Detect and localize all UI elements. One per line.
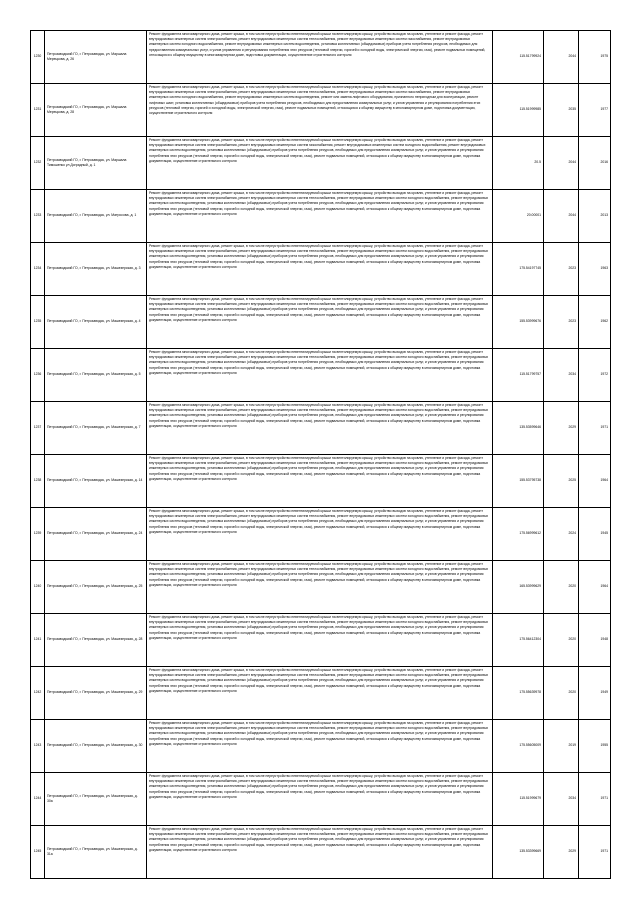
row-number-cell: 1232: [31, 137, 45, 190]
build-year-cell: 1971: [579, 826, 611, 879]
planned-year-cell: 2019: [544, 720, 579, 773]
work-description-cell: Ремонт фундамента многоквартирного дома, ремонт крыши, в том числе переустройство невентилируемой крыши на вентилируемую крышу, устройство выходов на кровлю, утепление и ремонт фасада, ремонт внутридомовых инженерных систем электроснабжения, ремонт внутридомовых инженерных систем теплоснабжения, ремонт внутридомовых инженерных систем холодного водоснабжения, ремонт внутридомовых инженерных систем водоотведения, установка коллективных (общедомовых) приборов учета потребления ресурсов, необходимых для предоставления коммунальных услуг, и узлов управления и регулирования потребления этих ресурсов (тепловой энергии, горячей и холодной воды, электрической энергии, газа), ремонт подвальных помещений, относящихся к общему имуществу в многоквартирном доме, подготовка документации, осуществление строительного контроля: [147, 243, 493, 296]
table-row: [31, 455, 611, 508]
work-description-cell: Ремонт фундамента многоквартирного дома, ремонт крыши, в том числе переустройство невентилируемой крыши на вентилируемую крышу, устройство выходов на кровлю, утепление и ремонт фасада, ремонт внутридомовых инженерных систем электроснабжения, ремонт внутридомовых инженерных систем теплоснабжения, ремонт внутридомовых инженерных систем холодного водоснабжения, ремонт внутридомовых инженерных систем водоотведения, установка коллективных (общедомовых) приборов учета потребления ресурсов, необходимых для предоставления коммунальных услуг, и узлов управления и регулирования потребления этих ресурсов (тепловой энергии, горячей и холодной воды, электрической энергии, газа), ремонт подвальных помещений, относящихся к общему имуществу в многоквартирном доме, подготовка документации, осуществление строительного контроля: [147, 720, 493, 773]
address-cell: Петрозаводский ГО, г. Петрозаводск, ул. Маршала Мерецкова, д. 26: [45, 31, 147, 84]
address-cell: Петрозаводский ГО, г. Петрозаводск, ул. Машезерская, д. 30а: [45, 773, 147, 826]
work-description-cell: Ремонт фундамента многоквартирного дома, ремонт крыши, в том числе переустройство невентилируемой крыши на вентилируемую крышу, устройство выходов на кровлю, утепление и ремонт фасада, ремонт внутридомовых инженерных систем электроснабжения, ремонт внутридомовых инженерных систем газоснабжения, ремонт внутридомовых инженерных систем холодного водоснабжения, ремонт внутридомовых инженерных систем водоотведения, установка коллективных (общедомовых) приборов учета потребления ресурсов, необходимых для предоставления коммунальных услуг, и узлов управления и регулирования потребления этих ресурсов (тепловой энергии, горячей и холодной воды, электрической энергии, газа), ремонт подвальных помещений, относящихся к общему имуществу в многоквартирном доме, подготовка документации, осуществление строительного контроля: [147, 137, 493, 190]
build-year-cell: 1975: [579, 31, 611, 84]
planned-year-cell: 2044: [544, 31, 579, 84]
area-cell: 115.51999985: [493, 84, 544, 137]
area-cell: 115.51999679: [493, 773, 544, 826]
planned-year-cell: 2020: [544, 614, 579, 667]
address-cell: Петрозаводский ГО, г. Петрозаводск, ул. Машезерская, д. 30: [45, 720, 147, 773]
work-description-cell: Ремонт фундамента многоквартирного дома, ремонт крыши, в том числе переустройство невентилируемой крыши на вентилируемую крышу, устройство выходов на кровлю, утепление и ремонт фасада, ремонт внутридомовых инженерных систем электроснабжения, ремонт внутридомовых инженерных систем теплоснабжения, ремонт внутридомовых инженерных систем холодного водоснабжения, ремонт внутридомовых инженерных систем водоотведения, установка коллективных (общедомовых) приборов учета потребления ресурсов, необходимых для предоставления коммунальных услуг, и узлов управления и регулирования потребления этих ресурсов (тепловой энергии, горячей и холодной воды, электрической энергии, газа), ремонт подвальных помещений, относящихся к общему имуществу в многоквартирном доме, подготовка документации, осуществление строительного контроля: [147, 402, 493, 455]
work-description-cell: Ремонт фундамента многоквартирного дома, ремонт крыши, в том числе переустройство невентилируемой крыши на вентилируемую крышу, устройство выходов на кровлю, утепление и ремонт фасада, ремонт внутридомовых инженерных систем электроснабжения, ремонт внутридомовых инженерных систем теплоснабжения, ремонт внутридомовых инженерных систем холодного водоснабжения, ремонт внутридомовых инженерных систем водоотведения, установка коллективных (общедомовых) приборов учета потребления ресурсов, необходимых для предоставления коммунальных услуг, и узлов управления и регулирования потребления этих ресурсов (тепловой энергии, горячей и холодной воды, электрической энергии, газа), ремонт подвальных помещений, относящихся к общему имуществу в многоквартирном доме, подготовка документации, осуществление строительного контроля: [147, 190, 493, 243]
area-cell: 135.53599646: [493, 402, 544, 455]
area-cell: 20.5: [493, 137, 544, 190]
address-cell: Петрозаводский ГО, г. Петрозаводск, ул. Матросова, д. 1: [45, 190, 147, 243]
build-year-cell: 1945: [579, 508, 611, 561]
area-cell: 155.53795738: [493, 455, 544, 508]
work-description-cell: Ремонт фундамента многоквартирного дома, ремонт крыши, в том числе переустройство невентилируемой крыши на вентилируемую крышу, устройство выходов на кровлю, утепление и ремонт фасада, ремонт внутридомовых инженерных систем электроснабжения, ремонт внутридомовых инженерных систем теплоснабжения, ремонт внутридомовых инженерных систем холодного водоснабжения, ремонт внутридомовых инженерных систем водоотведения, установка коллективных (общедомовых) приборов учета потребления ресурсов, необходимых для предоставления коммунальных услуг, и узлов управления и регулирования потребления этих ресурсов (тепловой энергии, горячей и холодной воды, электрической энергии, газа), ремонт подвальных помещений, относящихся к общему имуществу в многоквартирном доме, подготовка документации, осуществление строительного контроля: [147, 773, 493, 826]
row-number-cell: 1235: [31, 296, 45, 349]
row-number-cell: 1233: [31, 190, 45, 243]
build-year-cell: 1948: [579, 614, 611, 667]
row-number-cell: 1236: [31, 349, 45, 402]
repair-program-table: [30, 30, 611, 879]
area-cell: 175.54197745: [493, 243, 544, 296]
row-number-cell: 1241: [31, 614, 45, 667]
address-cell: Петрозаводский ГО, г. Петрозаводск, ул. Машезерская, д. 5: [45, 349, 147, 402]
address-cell: Петрозаводский ГО, г. Петрозаводск, ул. Маршала Тимошенко ул Доградный, д. 1: [45, 137, 147, 190]
table-row: [31, 84, 611, 137]
work-description-cell: Ремонт фундамента многоквартирного дома, ремонт крыши, в том числе переустройство невентилируемой крыши на вентилируемую крышу, устройство выходов на кровлю, утепление и ремонт фасада, ремонт внутридомовых инженерных систем электроснабжения, ремонт внутридомовых инженерных систем теплоснабжения, ремонт внутридомовых инженерных систем газоснабжения, ремонт внутридомовых инженерных систем холодного водоснабжения, ремонт внутридомовых инженерных систем водоотведения, ремонт или замена лифтового оборудования, признанного непригодным для эксплуатации, ремонт лифтовых шахт, установка коллективных (общедомовых) приборов учета потребления ресурсов, необходимых для предоставления коммунальных услуг, и узлов управления и регулирования потребления этих ресурсов (тепловой энергии, горячей и холодной воды, электрической энергии, газа), ремонт подвальных помещений, относящихся к общему имуществу в многоквартирном доме, подготовка документации, осуществление строительного контроля: [147, 84, 493, 137]
address-cell: Петрозаводский ГО, г. Петрозаводск, ул. Маршала Мерецкова, д. 28: [45, 84, 147, 137]
area-cell: 135.53399669: [493, 826, 544, 879]
row-number-cell: 1234: [31, 243, 45, 296]
area-cell: 165.53999629: [493, 561, 544, 614]
work-description-cell: Ремонт фундамента многоквартирного дома, ремонт крыши, в том числе переустройство невентилируемой крыши на вентилируемую крышу, устройство выходов на кровлю, утепление и ремонт фасада, ремонт внутридомовых инженерных систем электроснабжения, ремонт внутридомовых инженерных систем теплоснабжения, ремонт внутридомовых инженерных систем холодного водоснабжения, ремонт внутридомовых инженерных систем водоотведения, установка коллективных (общедомовых) приборов учета потребления ресурсов, необходимых для предоставления коммунальных услуг, и узлов управления и регулирования потребления этих ресурсов (тепловой энергии, горячей и холодной воды, электрической энергии, газа), ремонт подвальных помещений, относящихся к общему имуществу в многоквартирном доме, подготовка документации, осуществление строительного контроля: [147, 826, 493, 879]
planned-year-cell: 2044: [544, 190, 579, 243]
build-year-cell: 2013: [579, 190, 611, 243]
table-row: [31, 773, 611, 826]
build-year-cell: 1964: [579, 561, 611, 614]
address-cell: Петрозаводский ГО, г. Петрозаводск, ул. Машезерская, д. 29: [45, 667, 147, 720]
area-cell: 175.55639978: [493, 667, 544, 720]
work-description-cell: Ремонт фундамента многоквартирного дома, ремонт крыши, в том числе переустройство невентилируемой крыши на вентилируемую крышу, устройство выходов на кровлю, утепление и ремонт фасада, ремонт внутридомовых инженерных систем электроснабжения, ремонт внутридомовых инженерных систем теплоснабжения, ремонт внутридомовых инженерных систем холодного водоснабжения, ремонт внутридомовых инженерных систем водоотведения, установка коллективных (общедомовых) приборов учета потребления ресурсов, необходимых для предоставления коммунальных услуг, и узлов управления и регулирования потребления этих ресурсов (тепловой энергии, горячей и холодной воды, электрической энергии, газа), ремонт подвальных помещений, относящихся к общему имуществу в многоквартирном доме, подготовка документации, осуществление строительного контроля: [147, 508, 493, 561]
build-year-cell: 1964: [579, 455, 611, 508]
build-year-cell: 1971: [579, 773, 611, 826]
row-number-cell: 1245: [31, 826, 45, 879]
area-cell: 20.00001: [493, 190, 544, 243]
row-number-cell: 1230: [31, 31, 45, 84]
work-description-cell: Ремонт фундамента многоквартирного дома, ремонт крыши, в том числе переустройство невентилируемой крыши на вентилируемую крышу, устройство выходов на кровлю, утепление и ремонт фасада, ремонт внутридомовых инженерных систем электроснабжения, ремонт внутридомовых инженерных систем теплоснабжения, ремонт внутридомовых инженерных систем газоснабжения, ремонт внутридомовых инженерных систем холодного водоснабжения, ремонт внутридомовых инженерных систем водоотведения, установка коллективных (общедомовых) приборов учета потребления ресурсов, необходимых для предоставления коммунальных услуг, и узлов управления и регулирования потребления этих ресурсов (тепловой энергии, горячей и холодной воды, электрической энергии, газа), ремонт подвальных помещений, относящихся к общему имуществу в многоквартирном доме, подготовка документации, осуществление строительного контроля: [147, 31, 493, 84]
build-year-cell: 1977: [579, 84, 611, 137]
build-year-cell: 2016: [579, 137, 611, 190]
row-number-cell: 1231: [31, 84, 45, 137]
planned-year-cell: 2025: [544, 455, 579, 508]
address-cell: Петрозаводский ГО, г. Петрозаводск, ул. Машезерская, д. 3: [45, 243, 147, 296]
table-row: [31, 826, 611, 879]
table-row: [31, 614, 611, 667]
row-number-cell: 1239: [31, 508, 45, 561]
address-cell: Петрозаводский ГО, г. Петрозаводск, ул. Машезерская, д. 14: [45, 455, 147, 508]
row-number-cell: 1243: [31, 720, 45, 773]
address-cell: Петрозаводский ГО, г. Петрозаводск, ул. Машезерская, д. 25: [45, 561, 147, 614]
planned-year-cell: 2029: [544, 826, 579, 879]
address-cell: Петрозаводский ГО, г. Петрозаводск, ул. Машезерская, д. 7: [45, 402, 147, 455]
planned-year-cell: 2029: [544, 402, 579, 455]
area-cell: 175.55605009: [493, 720, 544, 773]
planned-year-cell: 2020: [544, 667, 579, 720]
address-cell: Петрозаводский ГО, г. Петрозаводск, ул. Машезерская, д. 28: [45, 614, 147, 667]
build-year-cell: 1955: [579, 720, 611, 773]
document-page: [30, 30, 610, 879]
build-year-cell: 1972: [579, 349, 611, 402]
planned-year-cell: 2034: [544, 773, 579, 826]
table-row: [31, 137, 611, 190]
row-number-cell: 1238: [31, 455, 45, 508]
work-description-cell: Ремонт фундамента многоквартирного дома, ремонт крыши, в том числе переустройство невентилируемой крыши на вентилируемую крышу, устройство выходов на кровлю, утепление и ремонт фасада, ремонт внутридомовых инженерных систем электроснабжения, ремонт внутридомовых инженерных систем теплоснабжения, ремонт внутридомовых инженерных систем холодного водоснабжения, ремонт внутридомовых инженерных систем водоотведения, установка коллективных (общедомовых) приборов учета потребления ресурсов, необходимых для предоставления коммунальных услуг, и узлов управления и регулирования потребления этих ресурсов (тепловой энергии, горячей и холодной воды, электрической энергии, газа), ремонт подвальных помещений, относящихся к общему имуществу в многоквартирном доме, подготовка документации, осуществление строительного контроля: [147, 455, 493, 508]
build-year-cell: 1971: [579, 402, 611, 455]
build-year-cell: 1963: [579, 243, 611, 296]
planned-year-cell: 2034: [544, 349, 579, 402]
work-description-cell: Ремонт фундамента многоквартирного дома, ремонт крыши, в том числе переустройство невентилируемой крыши на вентилируемую крышу, устройство выходов на кровлю, утепление и ремонт фасада, ремонт внутридомовых инженерных систем электроснабжения, ремонт внутридомовых инженерных систем теплоснабжения, ремонт внутридомовых инженерных систем холодного водоснабжения, ремонт внутридомовых инженерных систем водоотведения, установка коллективных (общедомовых) приборов учета потребления ресурсов, необходимых для предоставления коммунальных услуг, и узлов управления и регулирования потребления этих ресурсов (тепловой энергии, горячей и холодной воды, электрической энергии, газа), ремонт подвальных помещений, относящихся к общему имуществу в многоквартирном доме, подготовка документации, осуществление строительного контроля: [147, 614, 493, 667]
table-row: [31, 720, 611, 773]
table-row: [31, 402, 611, 455]
table-row: [31, 190, 611, 243]
row-number-cell: 1244: [31, 773, 45, 826]
planned-year-cell: 2035: [544, 84, 579, 137]
planned-year-cell: 2023: [544, 296, 579, 349]
work-description-cell: Ремонт фундамента многоквартирного дома, ремонт крыши, в том числе переустройство невентилируемой крыши на вентилируемую крышу, устройство выходов на кровлю, утепление и ремонт фасада, ремонт внутридомовых инженерных систем электроснабжения, ремонт внутридомовых инженерных систем теплоснабжения, ремонт внутридомовых инженерных систем холодного водоснабжения, ремонт внутридомовых инженерных систем водоотведения, установка коллективных (общедомовых) приборов учета потребления ресурсов, необходимых для предоставления коммунальных услуг, и узлов управления и регулирования потребления этих ресурсов (тепловой энергии, горячей и холодной воды, электрической энергии, газа), ремонт подвальных помещений, относящихся к общему имуществу в многоквартирном доме, подготовка документации, осуществление строительного контроля: [147, 561, 493, 614]
table-row: [31, 561, 611, 614]
table-row: [31, 296, 611, 349]
table-body: [31, 31, 611, 879]
row-number-cell: 1240: [31, 561, 45, 614]
area-cell: 155.53999676: [493, 296, 544, 349]
work-description-cell: Ремонт фундамента многоквартирного дома, ремонт крыши, в том числе переустройство невентилируемой крыши на вентилируемую крышу, устройство выходов на кровлю, утепление и ремонт фасада, ремонт внутридомовых инженерных систем электроснабжения, ремонт внутридомовых инженерных систем теплоснабжения, ремонт внутридомовых инженерных систем холодного водоснабжения, ремонт внутридомовых инженерных систем водоотведения, установка коллективных (общедомовых) приборов учета потребления ресурсов, необходимых для предоставления коммунальных услуг, и узлов управления и регулирования потребления этих ресурсов (тепловой энергии, горячей и холодной воды, электрической энергии, газа), ремонт подвальных помещений, относящихся к общему имуществу в многоквартирном доме, подготовка документации, осуществление строительного контроля: [147, 667, 493, 720]
work-description-cell: Ремонт фундамента многоквартирного дома, ремонт крыши, в том числе переустройство невентилируемой крыши на вентилируемую крышу, устройство выходов на кровлю, утепление и ремонт фасада, ремонт внутридомовых инженерных систем электроснабжения, ремонт внутридомовых инженерных систем теплоснабжения, ремонт внутридомовых инженерных систем холодного водоснабжения, ремонт внутридомовых инженерных систем водоотведения, установка коллективных (общедомовых) приборов учета потребления ресурсов, необходимых для предоставления коммунальных услуг, и узлов управления и регулирования потребления этих ресурсов (тепловой энергии, горячей и холодной воды, электрической энергии, газа), ремонт подвальных помещений, относящихся к общему имуществу в многоквартирном доме, подготовка документации, осуществление строительного контроля: [147, 349, 493, 402]
build-year-cell: 1962: [579, 296, 611, 349]
area-cell: 175.56999612: [493, 508, 544, 561]
planned-year-cell: 2024: [544, 508, 579, 561]
address-cell: Петрозаводский ГО, г. Петрозаводск, ул. Машезерская, д. 24: [45, 508, 147, 561]
table-row: [31, 243, 611, 296]
area-cell: 175.56412304: [493, 614, 544, 667]
row-number-cell: 1237: [31, 402, 45, 455]
table-row: [31, 31, 611, 84]
work-description-cell: Ремонт фундамента многоквартирного дома, ремонт крыши, в том числе переустройство невентилируемой крыши на вентилируемую крышу, устройство выходов на кровлю, утепление и ремонт фасада, ремонт внутридомовых инженерных систем электроснабжения, ремонт внутридомовых инженерных систем теплоснабжения, ремонт внутридомовых инженерных систем холодного водоснабжения, ремонт внутридомовых инженерных систем водоотведения, установка коллективных (общедомовых) приборов учета потребления ресурсов, необходимых для предоставления коммунальных услуг, и узлов управления и регулирования потребления этих ресурсов (тепловой энергии, горячей и холодной воды, электрической энергии, газа), ремонт подвальных помещений, относящихся к общему имуществу в многоквартирном доме, подготовка документации, осуществление строительного контроля: [147, 296, 493, 349]
table-row: [31, 508, 611, 561]
area-cell: 115.51799757: [493, 349, 544, 402]
address-cell: Петрозаводский ГО, г. Петрозаводск, ул. Машезерская, д. 4: [45, 296, 147, 349]
table-row: [31, 667, 611, 720]
planned-year-cell: 2020: [544, 561, 579, 614]
table-row: [31, 349, 611, 402]
planned-year-cell: 2044: [544, 137, 579, 190]
address-cell: Петрозаводский ГО, г. Петрозаводск, ул. Машезерская, д. 31а: [45, 826, 147, 879]
planned-year-cell: 2023: [544, 243, 579, 296]
build-year-cell: 1949: [579, 667, 611, 720]
row-number-cell: 1242: [31, 667, 45, 720]
area-cell: 115.51799924: [493, 31, 544, 84]
